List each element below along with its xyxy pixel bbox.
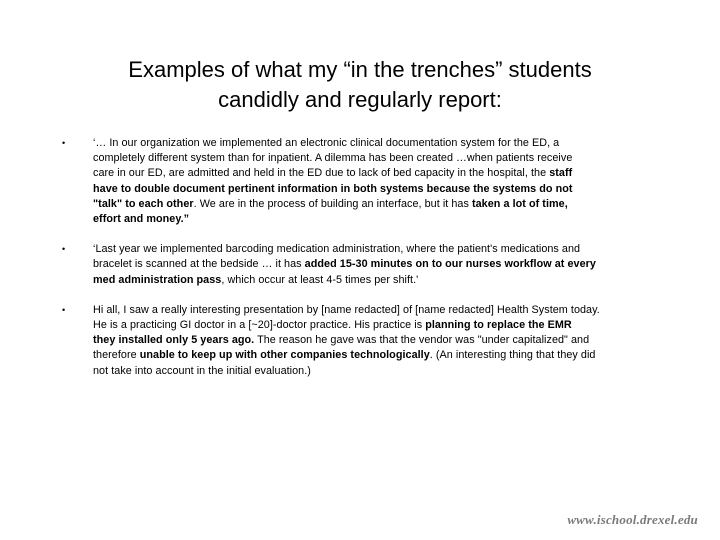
quote-line	[93, 166, 662, 181]
quote-line	[93, 136, 662, 151]
quote-text-segment: Hi all, I saw a really interesting presentation by [name redacted] of [name redacted] Health System today.	[93, 303, 600, 316]
quote-line	[93, 273, 662, 288]
quote-text-segment: not take into account in the initial evaluation.)	[93, 364, 311, 377]
quote-line	[93, 182, 662, 197]
quote-bullet-item	[62, 242, 662, 288]
quote-line	[93, 242, 662, 257]
slide-title-line-1: Examples of what my “in the trenches” students	[128, 57, 592, 82]
quote-line	[93, 303, 662, 318]
quote-line	[93, 348, 662, 363]
footer-url: www.ischool.drexel.edu	[567, 512, 698, 527]
quote-line	[93, 257, 662, 272]
slide-title	[60, 55, 660, 115]
emphasized-text: unable to keep up with other companies technologically	[139, 349, 430, 362]
quote-bullet-list	[62, 136, 662, 379]
quote-text	[93, 303, 662, 379]
quote-text	[93, 136, 662, 227]
quote-bullet-item	[62, 136, 662, 227]
quote-line	[93, 333, 662, 348]
quote-text-segment: completely different system than for inpatient. A dilemma has been created …when patients receive	[93, 152, 573, 165]
quote-text-segment: The reason he gave was that the vendor was "under capitalized" and	[254, 334, 590, 347]
emphasized-text: have to double document pertinent information in both systems because the systems do not	[93, 182, 573, 195]
bullet-dot-icon: •	[62, 138, 66, 148]
emphasized-text: taken a lot of time,	[471, 197, 568, 210]
quote-text	[93, 242, 662, 288]
bullet-dot-icon: •	[62, 244, 66, 255]
slide-title-line-2: candidly and regularly report:	[218, 87, 502, 112]
quote-line	[93, 197, 662, 212]
quote-text-segment: ‘Last year we implemented barcoding medication administration, where the patient's medications and	[93, 243, 581, 256]
quote-line	[93, 318, 662, 333]
quote-text-segment: , which occur at least 4-5 times per shift.'	[221, 273, 419, 286]
emphasized-text: "talk" to each other	[93, 197, 194, 210]
quote-text-segment: therefore	[93, 349, 140, 362]
emphasized-text: planning to replace the EMR	[425, 319, 572, 332]
quote-text-segment: . We are in the process of building an interface, but it has	[193, 197, 472, 210]
quote-text-segment: . (An interesting thing that they did	[429, 349, 596, 362]
emphasized-text: they installed only 5 years ago.	[93, 334, 255, 347]
quote-line	[93, 212, 662, 227]
quote-text-segment: bracelet is scanned at the bedside … it has	[93, 258, 305, 271]
emphasized-text: staff	[549, 167, 573, 180]
emphasized-text: med administration pass	[93, 273, 222, 286]
quote-text-segment: care in our ED, are admitted and held in the ED due to lack of bed capacity in the hospital, the	[93, 167, 550, 180]
quote-bullet-item	[62, 303, 662, 379]
emphasized-text: effort and money.”	[93, 213, 190, 226]
quote-line	[93, 151, 662, 166]
quote-line	[93, 364, 662, 379]
quote-text-segment: ‘… In our organization we implemented an electronic clinical documentation system for the ED, a	[93, 137, 560, 149]
bullet-dot-icon: •	[62, 304, 66, 315]
quote-text-segment: He is a practicing GI doctor in a [~20]-doctor practice. His practice is	[93, 319, 426, 332]
emphasized-text: added 15-30 minutes on to our nurses workflow at every	[304, 258, 596, 271]
